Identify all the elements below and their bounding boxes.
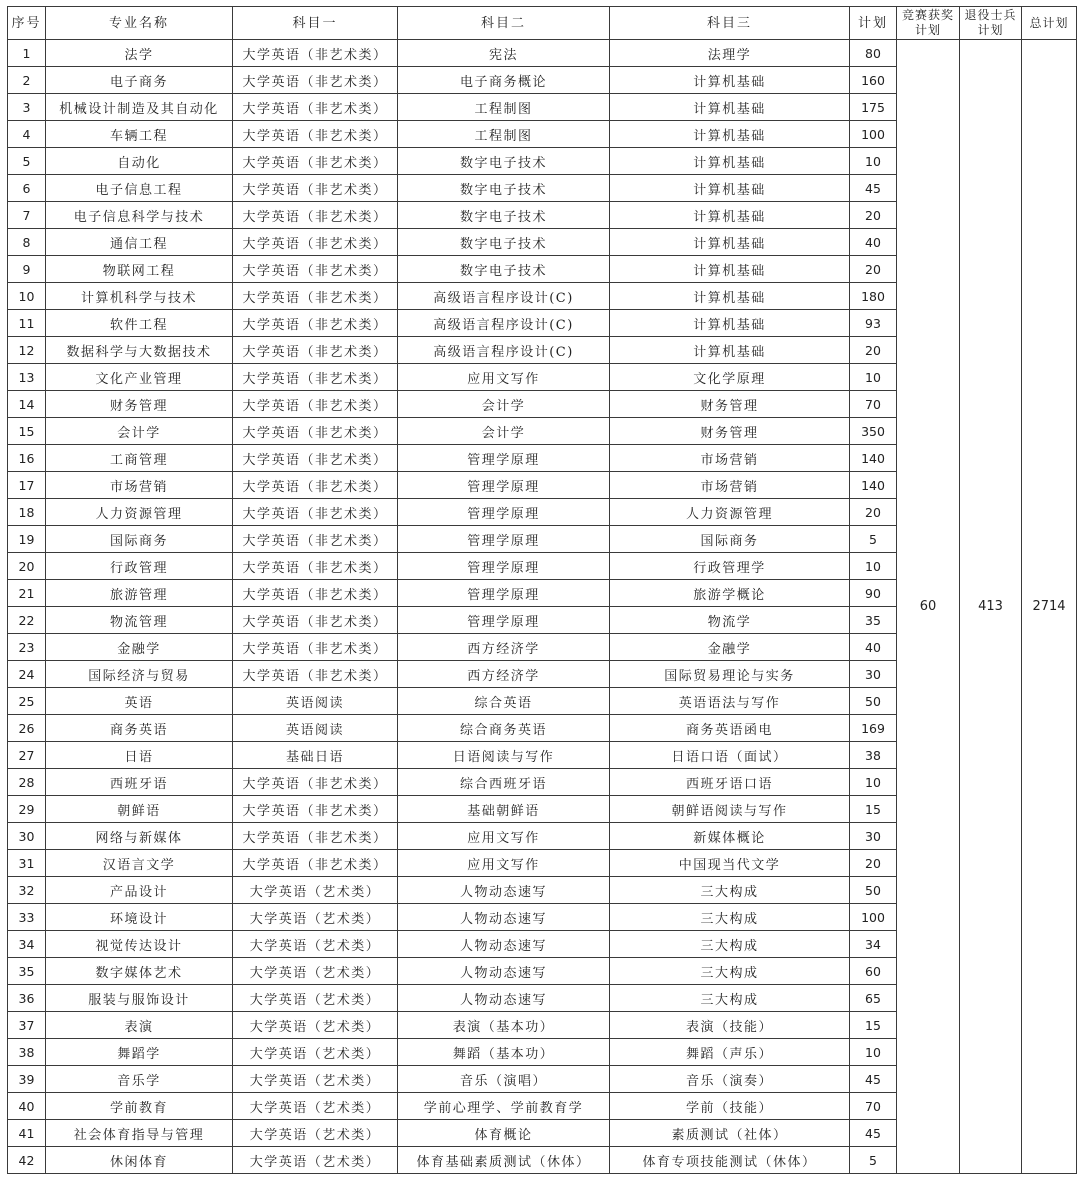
subject-3: 舞蹈（声乐） <box>610 1039 850 1066</box>
plan-count: 175 <box>850 94 897 121</box>
subject-1: 大学英语（非艺术类） <box>233 580 398 607</box>
subject-1: 大学英语（艺术类） <box>233 904 398 931</box>
subject-2: 管理学原理 <box>398 526 610 553</box>
subject-2: 西方经济学 <box>398 634 610 661</box>
subject-1: 大学英语（非艺术类） <box>233 607 398 634</box>
subject-3: 旅游学概论 <box>610 580 850 607</box>
subject-1: 大学英语（艺术类） <box>233 1093 398 1120</box>
plan-count: 20 <box>850 850 897 877</box>
plan-count: 50 <box>850 688 897 715</box>
subject-3: 财务管理 <box>610 391 850 418</box>
row-index: 33 <box>8 904 46 931</box>
subject-1: 大学英语（非艺术类） <box>233 202 398 229</box>
major-name: 环境设计 <box>46 904 233 931</box>
row-index: 31 <box>8 850 46 877</box>
subject-2: 应用文写作 <box>398 364 610 391</box>
plan-count: 20 <box>850 499 897 526</box>
major-name: 汉语言文学 <box>46 850 233 877</box>
subject-2: 体育基础素质测试（休体） <box>398 1147 610 1174</box>
major-name: 自动化 <box>46 148 233 175</box>
major-name: 视觉传达设计 <box>46 931 233 958</box>
subject-2: 高级语言程序设计(C) <box>398 310 610 337</box>
subject-3: 三大构成 <box>610 904 850 931</box>
subject-2: 学前心理学、学前教育学 <box>398 1093 610 1120</box>
major-name: 西班牙语 <box>46 769 233 796</box>
subject-3: 国际贸易理论与实务 <box>610 661 850 688</box>
subject-1: 大学英语（非艺术类） <box>233 364 398 391</box>
subject-2: 管理学原理 <box>398 499 610 526</box>
row-index: 42 <box>8 1147 46 1174</box>
subject-2: 音乐（演唱） <box>398 1066 610 1093</box>
row-index: 36 <box>8 985 46 1012</box>
plan-count: 180 <box>850 283 897 310</box>
subject-3: 英语语法与写作 <box>610 688 850 715</box>
subject-2: 综合英语 <box>398 688 610 715</box>
plan-count: 20 <box>850 202 897 229</box>
merged-competition-plan: 60 <box>897 40 960 1174</box>
plan-count: 10 <box>850 1039 897 1066</box>
subject-3: 学前（技能） <box>610 1093 850 1120</box>
row-index: 19 <box>8 526 46 553</box>
subject-1: 大学英语（非艺术类） <box>233 418 398 445</box>
major-name: 商务英语 <box>46 715 233 742</box>
row-index: 4 <box>8 121 46 148</box>
plan-count: 90 <box>850 580 897 607</box>
subject-2: 高级语言程序设计(C) <box>398 337 610 364</box>
row-index: 18 <box>8 499 46 526</box>
subject-1: 大学英语（非艺术类） <box>233 823 398 850</box>
subject-2: 数字电子技术 <box>398 148 610 175</box>
major-name: 法学 <box>46 40 233 67</box>
plan-count: 10 <box>850 364 897 391</box>
row-index: 15 <box>8 418 46 445</box>
subject-2: 人物动态速写 <box>398 958 610 985</box>
header-veteran-plan: 退役士兵计划 <box>960 7 1022 40</box>
subject-3: 新媒体概论 <box>610 823 850 850</box>
major-name: 会计学 <box>46 418 233 445</box>
row-index: 2 <box>8 67 46 94</box>
subject-1: 大学英语（艺术类） <box>233 958 398 985</box>
subject-2: 会计学 <box>398 418 610 445</box>
major-name: 社会体育指导与管理 <box>46 1120 233 1147</box>
plan-count: 45 <box>850 1120 897 1147</box>
subject-3: 计算机基础 <box>610 121 850 148</box>
major-name: 文化产业管理 <box>46 364 233 391</box>
subject-2: 数字电子技术 <box>398 175 610 202</box>
subject-1: 大学英语（非艺术类） <box>233 229 398 256</box>
subject-1: 大学英语（非艺术类） <box>233 769 398 796</box>
row-index: 28 <box>8 769 46 796</box>
subject-3: 国际商务 <box>610 526 850 553</box>
table-body <box>8 40 1077 1174</box>
row-index: 9 <box>8 256 46 283</box>
subject-1: 大学英语（非艺术类） <box>233 391 398 418</box>
subject-1: 大学英语（非艺术类） <box>233 283 398 310</box>
major-name: 休闲体育 <box>46 1147 233 1174</box>
subject-1: 大学英语（非艺术类） <box>233 850 398 877</box>
plan-count: 140 <box>850 445 897 472</box>
plan-count: 160 <box>850 67 897 94</box>
major-name: 机械设计制造及其自动化 <box>46 94 233 121</box>
major-name: 人力资源管理 <box>46 499 233 526</box>
subject-3: 财务管理 <box>610 418 850 445</box>
subject-1: 大学英语（非艺术类） <box>233 175 398 202</box>
row-index: 3 <box>8 94 46 121</box>
plan-count: 10 <box>850 769 897 796</box>
header-subject-1: 科目一 <box>233 7 398 40</box>
subject-2: 人物动态速写 <box>398 931 610 958</box>
subject-2: 宪法 <box>398 40 610 67</box>
subject-1: 大学英语（艺术类） <box>233 985 398 1012</box>
row-index: 37 <box>8 1012 46 1039</box>
major-name: 旅游管理 <box>46 580 233 607</box>
plan-count: 93 <box>850 310 897 337</box>
plan-count: 45 <box>850 1066 897 1093</box>
major-name: 行政管理 <box>46 553 233 580</box>
plan-count: 40 <box>850 229 897 256</box>
row-index: 11 <box>8 310 46 337</box>
subject-2: 数字电子技术 <box>398 256 610 283</box>
row-index: 25 <box>8 688 46 715</box>
row-index: 41 <box>8 1120 46 1147</box>
subject-2: 数字电子技术 <box>398 229 610 256</box>
major-name: 学前教育 <box>46 1093 233 1120</box>
subject-3: 人力资源管理 <box>610 499 850 526</box>
plan-count: 30 <box>850 823 897 850</box>
major-name: 市场营销 <box>46 472 233 499</box>
subject-3: 计算机基础 <box>610 229 850 256</box>
plan-count: 10 <box>850 148 897 175</box>
header-index: 序号 <box>8 7 46 40</box>
major-name: 物流管理 <box>46 607 233 634</box>
row-index: 38 <box>8 1039 46 1066</box>
subject-2: 人物动态速写 <box>398 985 610 1012</box>
row-index: 29 <box>8 796 46 823</box>
header-competition-plan: 竞赛获奖计划 <box>897 7 960 40</box>
subject-3: 音乐（演奏） <box>610 1066 850 1093</box>
row-index: 20 <box>8 553 46 580</box>
subject-3: 计算机基础 <box>610 310 850 337</box>
subject-2: 基础朝鲜语 <box>398 796 610 823</box>
header-subject-2: 科目二 <box>398 7 610 40</box>
subject-1: 大学英语（非艺术类） <box>233 256 398 283</box>
row-index: 34 <box>8 931 46 958</box>
subject-1: 大学英语（非艺术类） <box>233 148 398 175</box>
plan-count: 70 <box>850 1093 897 1120</box>
subject-2: 管理学原理 <box>398 607 610 634</box>
subject-2: 应用文写作 <box>398 823 610 850</box>
subject-2: 工程制图 <box>398 121 610 148</box>
subject-3: 西班牙语口语 <box>610 769 850 796</box>
subject-2: 管理学原理 <box>398 580 610 607</box>
subject-1: 大学英语（非艺术类） <box>233 661 398 688</box>
row-index: 22 <box>8 607 46 634</box>
subject-2: 管理学原理 <box>398 445 610 472</box>
subject-2: 综合商务英语 <box>398 715 610 742</box>
subject-3: 物流学 <box>610 607 850 634</box>
subject-2: 工程制图 <box>398 94 610 121</box>
plan-count: 50 <box>850 877 897 904</box>
subject-1: 大学英语（非艺术类） <box>233 94 398 121</box>
major-name: 表演 <box>46 1012 233 1039</box>
subject-2: 日语阅读与写作 <box>398 742 610 769</box>
subject-1: 大学英语（艺术类） <box>233 1066 398 1093</box>
major-name: 舞蹈学 <box>46 1039 233 1066</box>
subject-2: 西方经济学 <box>398 661 610 688</box>
subject-2: 会计学 <box>398 391 610 418</box>
subject-1: 大学英语（艺术类） <box>233 931 398 958</box>
plan-count: 15 <box>850 1012 897 1039</box>
subject-1: 大学英语（艺术类） <box>233 1120 398 1147</box>
subject-1: 大学英语（艺术类） <box>233 877 398 904</box>
merged-total-plan: 2714 <box>1022 40 1077 1174</box>
row-index: 7 <box>8 202 46 229</box>
subject-3: 计算机基础 <box>610 67 850 94</box>
subject-1: 基础日语 <box>233 742 398 769</box>
header-total-plan: 总计划 <box>1022 7 1077 40</box>
major-name: 电子信息工程 <box>46 175 233 202</box>
subject-3: 计算机基础 <box>610 175 850 202</box>
subject-1: 大学英语（非艺术类） <box>233 499 398 526</box>
subject-1: 大学英语（非艺术类） <box>233 337 398 364</box>
plan-count: 40 <box>850 634 897 661</box>
row-index: 14 <box>8 391 46 418</box>
plan-count: 10 <box>850 553 897 580</box>
subject-1: 大学英语（非艺术类） <box>233 472 398 499</box>
subject-1: 大学英语（艺术类） <box>233 1147 398 1174</box>
subject-2: 高级语言程序设计(C) <box>398 283 610 310</box>
subject-3: 中国现当代文学 <box>610 850 850 877</box>
plan-count: 5 <box>850 1147 897 1174</box>
subject-3: 日语口语（面试） <box>610 742 850 769</box>
row-index: 8 <box>8 229 46 256</box>
plan-count: 70 <box>850 391 897 418</box>
plan-count: 45 <box>850 175 897 202</box>
subject-1: 大学英语（非艺术类） <box>233 796 398 823</box>
row-index: 24 <box>8 661 46 688</box>
plan-count: 20 <box>850 337 897 364</box>
plan-count: 20 <box>850 256 897 283</box>
subject-3: 计算机基础 <box>610 202 850 229</box>
subject-3: 三大构成 <box>610 931 850 958</box>
row-index: 6 <box>8 175 46 202</box>
major-name: 计算机科学与技术 <box>46 283 233 310</box>
subject-3: 表演（技能） <box>610 1012 850 1039</box>
row-index: 16 <box>8 445 46 472</box>
plan-count: 350 <box>850 418 897 445</box>
subject-1: 大学英语（艺术类） <box>233 1012 398 1039</box>
row-index: 5 <box>8 148 46 175</box>
major-name: 通信工程 <box>46 229 233 256</box>
subject-3: 三大构成 <box>610 958 850 985</box>
subject-2: 综合西班牙语 <box>398 769 610 796</box>
subject-2: 人物动态速写 <box>398 904 610 931</box>
plan-count: 35 <box>850 607 897 634</box>
header-plan: 计划 <box>850 7 897 40</box>
subject-3: 计算机基础 <box>610 148 850 175</box>
subject-1: 大学英语（非艺术类） <box>233 67 398 94</box>
subject-3: 金融学 <box>610 634 850 661</box>
subject-3: 计算机基础 <box>610 94 850 121</box>
subject-3: 计算机基础 <box>610 283 850 310</box>
major-name: 物联网工程 <box>46 256 233 283</box>
plan-count: 60 <box>850 958 897 985</box>
subject-3: 法理学 <box>610 40 850 67</box>
row-index: 21 <box>8 580 46 607</box>
subject-2: 表演（基本功） <box>398 1012 610 1039</box>
major-name: 电子信息科学与技术 <box>46 202 233 229</box>
subject-2: 舞蹈（基本功） <box>398 1039 610 1066</box>
subject-3: 文化学原理 <box>610 364 850 391</box>
row-index: 32 <box>8 877 46 904</box>
subject-2: 管理学原理 <box>398 553 610 580</box>
major-name: 金融学 <box>46 634 233 661</box>
subject-3: 体育专项技能测试（休体） <box>610 1147 850 1174</box>
subject-3: 三大构成 <box>610 985 850 1012</box>
plan-count: 169 <box>850 715 897 742</box>
row-index: 30 <box>8 823 46 850</box>
plan-count: 15 <box>850 796 897 823</box>
subject-1: 英语阅读 <box>233 715 398 742</box>
major-name: 服装与服饰设计 <box>46 985 233 1012</box>
row-index: 13 <box>8 364 46 391</box>
subject-3: 三大构成 <box>610 877 850 904</box>
plan-count: 34 <box>850 931 897 958</box>
admission-plan-table <box>7 6 1077 1174</box>
plan-count: 30 <box>850 661 897 688</box>
major-name: 电子商务 <box>46 67 233 94</box>
row-index: 26 <box>8 715 46 742</box>
plan-count: 100 <box>850 904 897 931</box>
major-name: 工商管理 <box>46 445 233 472</box>
table-row <box>8 40 1077 67</box>
subject-1: 大学英语（非艺术类） <box>233 310 398 337</box>
subject-1: 大学英语（非艺术类） <box>233 526 398 553</box>
row-index: 27 <box>8 742 46 769</box>
subject-1: 大学英语（非艺术类） <box>233 40 398 67</box>
major-name: 产品设计 <box>46 877 233 904</box>
plan-count: 65 <box>850 985 897 1012</box>
row-index: 35 <box>8 958 46 985</box>
header-row <box>8 7 1077 40</box>
subject-2: 人物动态速写 <box>398 877 610 904</box>
major-name: 音乐学 <box>46 1066 233 1093</box>
row-index: 40 <box>8 1093 46 1120</box>
plan-count: 140 <box>850 472 897 499</box>
subject-3: 行政管理学 <box>610 553 850 580</box>
subject-3: 商务英语函电 <box>610 715 850 742</box>
plan-count: 38 <box>850 742 897 769</box>
subject-1: 大学英语（非艺术类） <box>233 634 398 661</box>
row-index: 10 <box>8 283 46 310</box>
header-major: 专业名称 <box>46 7 233 40</box>
major-name: 车辆工程 <box>46 121 233 148</box>
admission-plan-document <box>7 6 1077 1174</box>
major-name: 国际商务 <box>46 526 233 553</box>
plan-count: 5 <box>850 526 897 553</box>
major-name: 英语 <box>46 688 233 715</box>
subject-3: 朝鲜语阅读与写作 <box>610 796 850 823</box>
major-name: 朝鲜语 <box>46 796 233 823</box>
subject-2: 应用文写作 <box>398 850 610 877</box>
subject-2: 数字电子技术 <box>398 202 610 229</box>
major-name: 日语 <box>46 742 233 769</box>
major-name: 网络与新媒体 <box>46 823 233 850</box>
row-index: 1 <box>8 40 46 67</box>
subject-1: 英语阅读 <box>233 688 398 715</box>
merged-veteran-plan: 413 <box>960 40 1022 1174</box>
plan-count: 100 <box>850 121 897 148</box>
subject-3: 素质测试（社体） <box>610 1120 850 1147</box>
major-name: 软件工程 <box>46 310 233 337</box>
subject-3: 计算机基础 <box>610 256 850 283</box>
subject-3: 计算机基础 <box>610 337 850 364</box>
subject-1: 大学英语（非艺术类） <box>233 445 398 472</box>
plan-count: 80 <box>850 40 897 67</box>
row-index: 39 <box>8 1066 46 1093</box>
major-name: 财务管理 <box>46 391 233 418</box>
major-name: 数据科学与大数据技术 <box>46 337 233 364</box>
subject-3: 市场营销 <box>610 445 850 472</box>
major-name: 数字媒体艺术 <box>46 958 233 985</box>
header-subject-3: 科目三 <box>610 7 850 40</box>
table-header <box>8 7 1077 40</box>
row-index: 17 <box>8 472 46 499</box>
subject-3: 市场营销 <box>610 472 850 499</box>
subject-1: 大学英语（艺术类） <box>233 1039 398 1066</box>
subject-2: 电子商务概论 <box>398 67 610 94</box>
row-index: 23 <box>8 634 46 661</box>
row-index: 12 <box>8 337 46 364</box>
subject-2: 体育概论 <box>398 1120 610 1147</box>
major-name: 国际经济与贸易 <box>46 661 233 688</box>
subject-1: 大学英语（非艺术类） <box>233 121 398 148</box>
subject-2: 管理学原理 <box>398 472 610 499</box>
subject-1: 大学英语（非艺术类） <box>233 553 398 580</box>
